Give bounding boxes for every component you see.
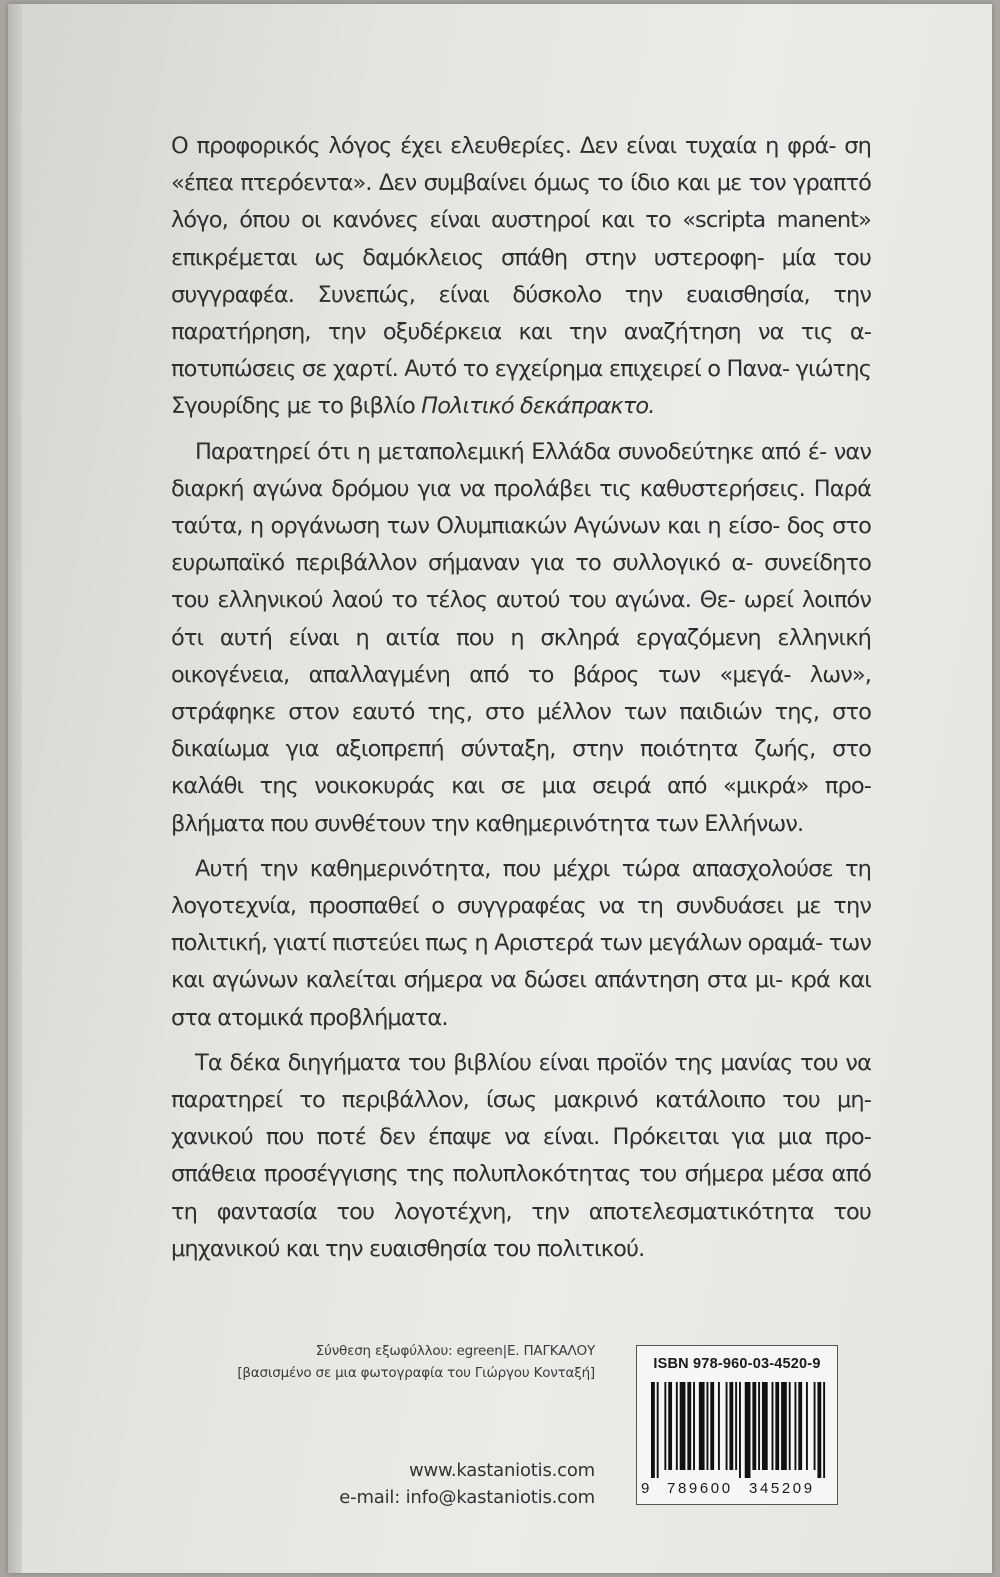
blurb-paragraph-1-text: Ο προφορικός λόγος έχει ελευθερίες. Δεν είναι τυχαία η φρά- ση «έπεα πτερόεντα». Δεν συμβαίνει όμως το ίδιο και με τον γραπτό λόγο, όπου οι κανόνες είναι αυστηροί και το «scripta manent» επικρέμεται ως δαμόκλειος σπάθη στην υστεροφη- μία του συγγραφέα. Συνεπώς, είναι δύσκολο την ευαισθησία, την παρατήρηση, την οξυδέρκεια και την αναζήτηση να τις α- ποτυπώσεις σε χαρτί. Αυτό το εγχείρημα επιχειρεί ο Πανα- γιώτης Σγουρίδης με το βιβλίο [171, 133, 871, 420]
barcode-bar [806, 1382, 808, 1470]
barcode-bar [729, 1382, 733, 1470]
barcode-bar [657, 1382, 659, 1478]
barcode-bar [772, 1382, 774, 1470]
barcode-bar [814, 1382, 816, 1470]
barcode-bar [823, 1382, 825, 1478]
barcode-bar [726, 1382, 728, 1470]
barcode-bar [687, 1382, 691, 1470]
blurb-paragraph-2: Παρατηρεί ότι η μεταπολεμική Ελλάδα συνοδεύτηκε από έ- ναν διαρκή αγώνα δρόμου για να προλάβει τις καθυστερήσεις. Παρά ταύτα, η οργάνωση των Ολυμπιακών Αγώνων και η είσο- δος στο ευρωπαϊκό περιβάλλον σήμαναν για το συλλογικό α- συνείδητο του ελληνικού λαού το τέλος αυτού του αγώνα. Θε- ωρεί λοιπόν ότι αυτή είναι η αιτία που η σκληρά εργαζόμενη ελληνική οικογένεια, απαλλαγμένη από το βάρος των «μεγά- λων», στράφηκε στον εαυτό της, στο μέλλον των παιδιών της, στο δικαίωμα για αξιοπρεπή σύνταξη, στην ποιότητα ζωής, στο καλάθι της νοικοκυράς και σε μια σειρά από «μικρά» προ- βλήματα που συνθέτουν την καθημερινότητα των Ελλήνων. [171, 438, 871, 837]
blurb-text [171, 128, 871, 1276]
barcode-lead-digit: 9 [641, 1480, 650, 1497]
book-title-italic: Πολιτικό δεκάπρακτο. [421, 393, 655, 420]
barcode-bar [762, 1382, 768, 1470]
barcode-bar [693, 1382, 695, 1470]
isbn-barcode-box [636, 1345, 838, 1505]
barcode-bar [817, 1382, 821, 1478]
barcode-bar [798, 1382, 802, 1470]
barcode-bar [651, 1382, 655, 1478]
cover-fold-shadow [8, 4, 22, 1573]
barcode-bar [718, 1382, 720, 1470]
barcode-bar [781, 1382, 787, 1470]
barcode-bar [699, 1382, 705, 1470]
barcode-bar [664, 1382, 666, 1470]
barcode-bar [668, 1382, 672, 1470]
cover-credits [237, 1340, 595, 1384]
cover-design-credit: Σύνθεση εξωφύλλου: egreen|Ε. ΠΑΓΚΑΛΟΥ [315, 1343, 595, 1359]
barcode-bar [739, 1382, 741, 1478]
barcode-bar [676, 1382, 678, 1470]
barcode-digit-group-1: 789600 [667, 1480, 733, 1497]
barcode-bar [794, 1382, 796, 1470]
isbn-label: ISBN 978-960-03-4520-9 [653, 1356, 821, 1372]
barcode-bar [775, 1382, 779, 1470]
barcode-bar [710, 1382, 714, 1470]
barcode-bar [706, 1382, 708, 1470]
barcode-bar [745, 1382, 751, 1478]
blurb-paragraph-3: Αυτή την καθημερινότητα, που μέχρι τώρα απασχολούσε τη λογοτεχνία, προσπαθεί ο συγγραφέας να τη συνδυάσει με την πολιτική, γιατί πιστεύει πως η Αριστερά των μεγάλων οραμά- των και αγώνων καλείται σήμερα να δώσει απάντηση στα μι- κρά και στα ατομικά προβλήματα. [171, 855, 871, 1031]
photo-credit: [βασισμένο σε μια φωτογραφία του Γιώργου Κονταξή] [237, 1365, 595, 1381]
barcode-bar [680, 1382, 686, 1470]
barcode-bar [789, 1382, 791, 1470]
barcode-bar [735, 1382, 737, 1470]
publisher-website: www.kastaniotis.com [408, 1460, 595, 1481]
blurb-paragraph-1 [171, 128, 871, 426]
barcode-digit-group-2: 345209 [749, 1480, 815, 1497]
blurb-paragraph-4: Τα δέκα διηγήματα του βιβλίου είναι προϊόν της μανίας του να παρατηρεί το περιβάλλον, ίσως μακρινό κατάλοιπο του μη- χανικού που ποτέ δεν έπαψε να είναι. Πρόκειται για μια προ- σπάθεια προσέγγισης της πολυπλοκότητας του σήμερα μέσα από τη φαντασία του λογοτέχνη, την αποτελεσματικότητα του μηχανικού και την ευαισθησία του πολιτικού. [171, 1049, 871, 1262]
publisher-email: e-mail: info@kastaniotis.com [339, 1487, 595, 1508]
barcode-bar [758, 1382, 760, 1470]
publisher-contact [339, 1457, 595, 1511]
barcode-bar [752, 1382, 756, 1470]
barcode-icon [651, 1382, 827, 1478]
book-back-cover [8, 4, 992, 1573]
